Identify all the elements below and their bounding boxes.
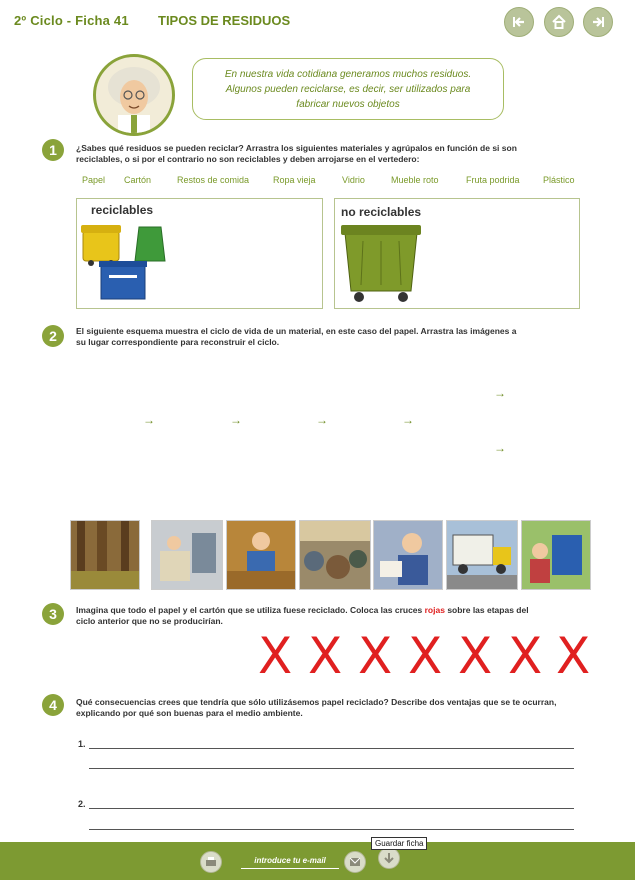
red-word: rojas	[424, 605, 445, 615]
question-2-text	[76, 326, 596, 348]
cycle-arrow: →	[494, 441, 506, 455]
cycle-arrow: →	[143, 413, 155, 427]
intro-line-3: fabricar nuevos objetos	[296, 99, 400, 110]
sheet-number: 2º Ciclo - Ficha 41	[14, 13, 129, 28]
cycle-arrow: →	[230, 413, 242, 427]
landfill-bin-image	[341, 221, 421, 305]
red-cross-marker[interactable]: X	[508, 627, 543, 685]
question-4-line-2: explicando por qué son buenas para el medio ambiente.	[76, 708, 303, 718]
material-carton[interactable]: Cartón	[124, 175, 152, 185]
question-4-number: 4	[42, 694, 64, 716]
cycle-arrow: →	[494, 386, 506, 400]
question-4-line-1: Qué consecuencias crees que tendría que sólo utilizásemos papel reciclado? Describe dos ventajas que se te ocurran,	[76, 697, 557, 707]
material-mueble-roto[interactable]: Mueble roto	[391, 175, 439, 185]
download-icon	[379, 848, 399, 868]
question-2-number: 2	[42, 325, 64, 347]
email-input[interactable]: introduce tu e-mail	[241, 856, 339, 869]
print-button[interactable]	[200, 851, 222, 873]
intro-line-1: En nuestra vida cotidiana generamos muchos residuos.	[224, 69, 472, 80]
question-1-number: 1	[42, 139, 64, 161]
professor-avatar	[93, 54, 175, 136]
red-cross-marker[interactable]: X	[458, 627, 493, 685]
image-paper-factory[interactable]	[151, 520, 223, 590]
material-plastico[interactable]: Plástico	[543, 175, 575, 185]
cycle-arrow: →	[402, 413, 414, 427]
send-email-button[interactable]	[344, 851, 366, 873]
first-page-icon	[510, 13, 528, 31]
image-forest[interactable]	[70, 520, 140, 590]
answer-2-line-1[interactable]	[89, 808, 574, 809]
last-page-icon	[589, 13, 607, 31]
image-delivery-truck[interactable]	[446, 520, 518, 590]
image-person-reading[interactable]	[373, 520, 443, 590]
question-2-line-2: su lugar correspondiente para reconstruir el ciclo.	[76, 337, 280, 347]
recyclable-drop-zone[interactable]	[76, 198, 323, 309]
material-vidrio[interactable]: Vidrio	[342, 175, 365, 185]
question-2-line-1: El siguiente esquema muestra el ciclo de vida de un material, en este caso del papel. Arrastra las imágenes a	[76, 326, 517, 336]
page-title: TIPOS DE RESIDUOS	[158, 13, 291, 28]
nonrecyclable-drop-zone[interactable]	[334, 198, 580, 309]
envelope-icon	[345, 852, 365, 872]
material-ropa-vieja[interactable]: Ropa vieja	[273, 175, 316, 185]
answer-1-line-2[interactable]	[89, 768, 574, 769]
save-tooltip: Guardar ficha	[371, 837, 427, 850]
last-page-button[interactable]	[583, 7, 613, 37]
answer-1-line-1[interactable]	[89, 748, 574, 749]
question-3-text-part: Imagina que todo el papel y el cartón que se utiliza fuese reciclado. Coloca las cruces	[76, 605, 425, 615]
home-button[interactable]	[544, 7, 574, 37]
intro-line-2: Algunos pueden reciclarse, es decir, ser utilizados para	[225, 84, 471, 95]
answer-2-label: 2.	[78, 799, 86, 809]
intro-speech-bubble	[192, 58, 504, 120]
question-1-line-1: ¿Sabes qué residuos se pueden reciclar? Arrastra los siguientes materiales y agrúpalos en función de si son	[76, 143, 517, 153]
image-landfill[interactable]	[299, 520, 371, 590]
red-cross-marker[interactable]: X	[408, 627, 443, 685]
question-1-text	[76, 143, 596, 165]
recycling-bins-image	[81, 221, 171, 303]
printer-icon	[201, 852, 221, 872]
red-cross-marker[interactable]: X	[258, 627, 293, 685]
red-cross-marker[interactable]: X	[358, 627, 393, 685]
image-worker-paper[interactable]	[226, 520, 296, 590]
material-restos-comida[interactable]: Restos de comida	[177, 175, 250, 185]
material-papel[interactable]: Papel	[82, 175, 106, 185]
question-3-line-2: ciclo anterior que no se producirían.	[76, 616, 223, 626]
answer-1-label: 1.	[78, 739, 86, 749]
save-button[interactable]	[378, 847, 400, 869]
home-icon	[550, 13, 568, 31]
cycle-arrow: →	[316, 413, 328, 427]
question-3-line-1	[76, 605, 596, 616]
answer-2-line-2[interactable]	[89, 829, 574, 830]
first-page-button[interactable]	[504, 7, 534, 37]
red-cross-marker[interactable]: X	[308, 627, 343, 685]
red-cross-marker[interactable]: X	[556, 627, 591, 685]
material-fruta-podrida[interactable]: Fruta podrida	[466, 175, 520, 185]
question-1-line-2: reciclables, o si por el contrario no son reciclables y deben arrojarse en el vertedero:	[76, 154, 420, 164]
nonrecyclable-box-title: no reciclables	[341, 205, 422, 219]
question-3-text	[76, 605, 596, 627]
image-recycling-container[interactable]	[521, 520, 591, 590]
question-3-text-part: sobre las etapas del	[444, 605, 529, 615]
question-4-text	[76, 697, 611, 719]
question-3-number: 3	[42, 603, 64, 625]
recyclable-box-title: reciclables	[91, 203, 154, 217]
